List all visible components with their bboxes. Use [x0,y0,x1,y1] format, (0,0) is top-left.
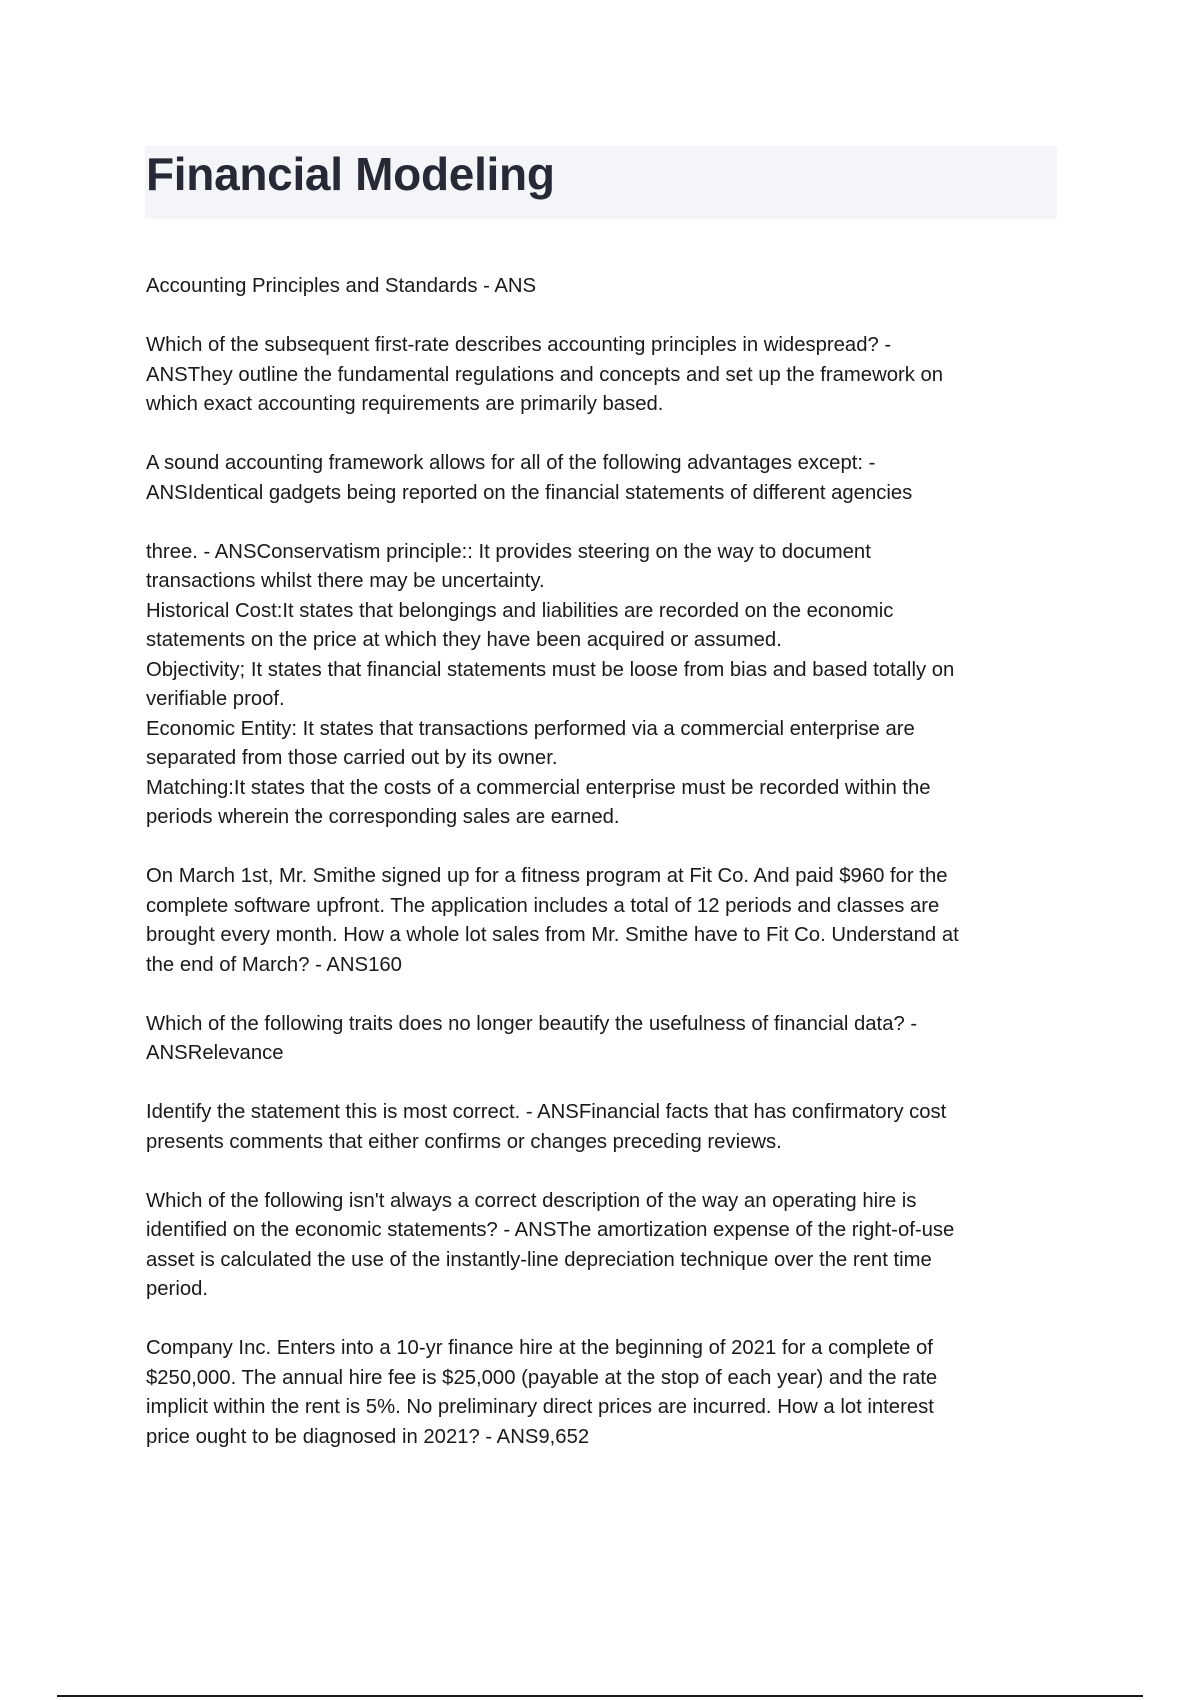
section-heading [146,272,1046,302]
question-answer [146,1010,1046,1069]
text-line: Which of the following traits does no longer beautify the usefulness of financial data? - [146,1012,918,1035]
text-line: complete software upfront. The application includes a total of 12 periods and classes are [146,894,940,917]
text-line: implicit within the rent is 5%. No preliminary direct prices are incurred. How a lot interest [146,1396,934,1418]
text-line: separated from those carried out by its owner. [146,747,558,769]
question-answer [146,538,1046,833]
question-answer [146,862,1046,980]
text-line: Which of the subsequent first-rate describes accounting principles in widespread? - [146,334,892,356]
question-answer [146,449,1046,508]
text-line: price ought to be diagnosed in 2021? - ANS9,652 [146,1425,590,1448]
text-line: which exact accounting requirements are primarily based. [146,393,664,415]
text-line: Historical Cost:It states that belongings and liabilities are recorded on the economic [146,599,894,622]
text-line: verifiable proof. [146,688,285,710]
text-line: presents comments that either confirms or changes preceding reviews. [146,1130,782,1153]
page-bottom-rule [57,1695,1143,1697]
question-answer [146,1334,1046,1452]
text-line: period. [146,1278,209,1300]
text-line: ANSRelevance [146,1042,284,1064]
text-line: Accounting Principles and Standards - ANS [146,275,537,297]
text-line: $250,000. The annual hire fee is $25,000 (payable at the stop of each year) and the rate [146,1366,938,1389]
text-line: brought every month. How a whole lot sales from Mr. Smithe have to Fit Co. Understand at [146,924,959,946]
question-answer [146,1098,1046,1157]
text-line: Objectivity; It states that financial statements must be loose from bias and based totally on [146,658,955,681]
text-line: Which of the following isn't always a correct description of the way an operating hire is [146,1189,917,1212]
text-line: periods wherein the corresponding sales are earned. [146,806,620,828]
text-line: Economic Entity: It states that transactions performed via a commercial enterprise are [146,717,915,740]
text-line: asset is calculated the use of the instantly-line depreciation technique over the rent time [146,1248,932,1271]
question-answer [146,331,1046,420]
text-line: identified on the economic statements? - ANSThe amortization expense of the right-of-use [146,1219,955,1241]
text-line: ANSThey outline the fundamental regulations and concepts and set up the framework on [146,363,944,386]
page-title: Financial Modeling [146,148,555,200]
text-line: statements on the price at which they have been acquired or assumed. [146,629,782,651]
text-line: ANSIdentical gadgets being reported on the financial statements of different agencies [146,481,913,504]
question-answer [146,1187,1046,1305]
document-body [146,272,1046,1482]
text-line: Identify the statement this is most correct. - ANSFinancial facts that has confirmatory cost [146,1101,947,1123]
text-line: Company Inc. Enters into a 10-yr finance hire at the beginning of 2021 for a complete of [146,1337,933,1359]
text-line: three. - ANSConservatism principle:: It provides steering on the way to document [146,540,871,563]
text-line: A sound accounting framework allows for all of the following advantages except: - [146,452,876,474]
text-line: On March 1st, Mr. Smithe signed up for a fitness program at Fit Co. And paid $960 for the [146,865,948,887]
text-line: the end of March? - ANS160 [146,953,402,976]
text-line: Matching:It states that the costs of a commercial enterprise must be recorded within the [146,776,931,799]
text-line: transactions whilst there may be uncertainty. [146,570,545,592]
